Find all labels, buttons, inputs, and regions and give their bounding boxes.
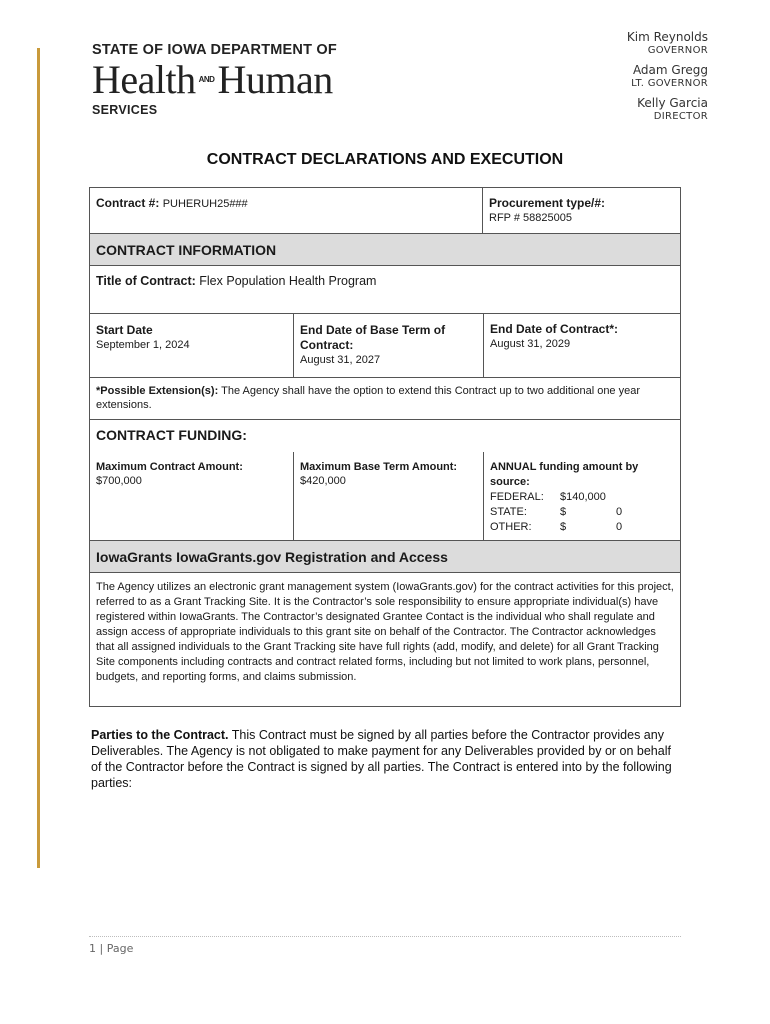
base-amount-value: $420,000 bbox=[300, 475, 346, 487]
contract-title-label: Title of Contract: bbox=[96, 274, 196, 288]
document-title: CONTRACT DECLARATIONS AND EXECUTION bbox=[206, 151, 564, 168]
max-amount-label: Maximum Contract Amount: bbox=[96, 461, 243, 473]
contract-title-cell bbox=[90, 266, 680, 313]
official-title: GOVERNOR bbox=[647, 45, 708, 56]
contract-funding-heading: CONTRACT FUNDING: bbox=[96, 427, 247, 443]
logo-line-2 bbox=[92, 56, 333, 103]
page-footer bbox=[89, 942, 133, 955]
start-date-value: September 1, 2024 bbox=[96, 339, 190, 351]
official-title: DIRECTOR bbox=[653, 111, 708, 122]
procurement-label: Procurement type/#: bbox=[489, 196, 606, 210]
funding-source-state: STATE: $ 0 bbox=[490, 506, 623, 518]
page-label: Page bbox=[106, 942, 134, 955]
base-amount-label: Maximum Base Term Amount: bbox=[300, 461, 458, 473]
official-lt-governor bbox=[627, 63, 708, 90]
annual-funding-cell bbox=[483, 452, 680, 540]
start-date-label: Start Date bbox=[96, 323, 153, 337]
logo-word-human: Human bbox=[217, 57, 333, 102]
logo-line-1: STATE OF IOWA DEPARTMENT OF bbox=[92, 42, 337, 58]
iowagrants-heading: IowaGrants IowaGrants.gov Registration and Access bbox=[90, 541, 680, 573]
base-end-date-label: End Date of Base Term of Contract: bbox=[300, 323, 446, 352]
logo-and: AND bbox=[198, 75, 215, 85]
contract-number-label: Contract #: bbox=[96, 196, 160, 210]
max-amount-value: $700,000 bbox=[96, 475, 142, 487]
extension-cell bbox=[90, 378, 680, 419]
contract-title-row bbox=[90, 266, 680, 314]
end-date-value: August 31, 2029 bbox=[490, 338, 571, 350]
annual-funding-label: ANNUAL funding amount by source: bbox=[490, 461, 639, 488]
end-date-label: End Date of Contract*: bbox=[490, 322, 619, 336]
procurement-value: RFP # 58825005 bbox=[489, 212, 572, 224]
dates-row bbox=[90, 314, 680, 378]
base-amount-cell bbox=[293, 452, 483, 540]
contract-number-value: PUHERUH25### bbox=[162, 198, 248, 210]
funding-row bbox=[90, 452, 680, 541]
footer-divider bbox=[89, 936, 681, 937]
base-end-date-cell bbox=[293, 314, 483, 377]
contract-title-value: Flex Population Health Program bbox=[199, 274, 377, 288]
left-accent-bar bbox=[37, 48, 40, 868]
logo-line-3: SERVICES bbox=[92, 103, 158, 117]
parties-paragraph bbox=[91, 727, 681, 791]
start-date-cell bbox=[90, 314, 293, 377]
end-date-cell bbox=[483, 314, 680, 377]
footer-separator: | bbox=[99, 942, 107, 955]
agency-logo bbox=[92, 42, 382, 122]
extension-label: *Possible Extension(s): bbox=[96, 385, 219, 397]
official-name: Kelly Garcia bbox=[637, 96, 708, 110]
official-governor bbox=[627, 30, 708, 57]
contract-information-heading: CONTRACT INFORMATION bbox=[90, 234, 680, 266]
base-end-date-value: August 31, 2027 bbox=[300, 354, 381, 366]
official-director bbox=[627, 96, 708, 123]
procurement-cell bbox=[482, 188, 680, 233]
officials-list bbox=[627, 30, 708, 129]
official-title: LT. GOVERNOR bbox=[631, 78, 708, 89]
contract-number-row bbox=[90, 188, 680, 234]
max-amount-cell bbox=[90, 452, 293, 540]
parties-text: This Contract must be signed by all parties before the Contractor provides any Deliverables. The Agency is not obligated to make payment for any Deliverables provided by or on behalf of the Contractor before the Contract is signed by all parties. The Contract is entered into by the following parties: bbox=[91, 728, 672, 790]
iowagrants-text: The Agency utilizes an electronic grant management system (IowaGrants.gov) for the contract activities for this project, referred to as a Grant Tracking Site. It is the Contractor’s sole responsibility to ensure appropriate individual(s) have registered within IowaGrants. The Contractor’s designated Grantee Contact is the individual who shall regulate and assign access of appropriate individuals to this grant site on behalf of the Contractor. The Contractor acknowledges that all assigned individuals to the Grant Tracking site have full rights (add, modify, and delete) for all Grant Tracking Site components including contracts and contract related forms, including but not limited to work plans, personnel, budgets, and reporting forms, and claims submission. bbox=[96, 581, 674, 683]
logo-word-health: Health bbox=[92, 57, 196, 102]
funding-source-other: OTHER: $ 0 bbox=[490, 521, 623, 533]
funding-source-federal: FEDERAL: $140,000 bbox=[490, 491, 606, 503]
extension-row bbox=[90, 378, 680, 420]
funding-heading-row bbox=[90, 420, 680, 452]
official-name: Kim Reynolds bbox=[626, 30, 708, 44]
parties-label: Parties to the Contract. bbox=[91, 728, 229, 742]
iowagrants-row bbox=[90, 573, 680, 706]
contract-form bbox=[89, 187, 681, 707]
contract-number-cell bbox=[90, 188, 482, 233]
page-number: 1 bbox=[89, 942, 96, 955]
official-name: Adam Gregg bbox=[632, 63, 708, 77]
extension-text: The Agency shall have the option to extend this Contract up to two additional one year extensions. bbox=[96, 385, 641, 411]
